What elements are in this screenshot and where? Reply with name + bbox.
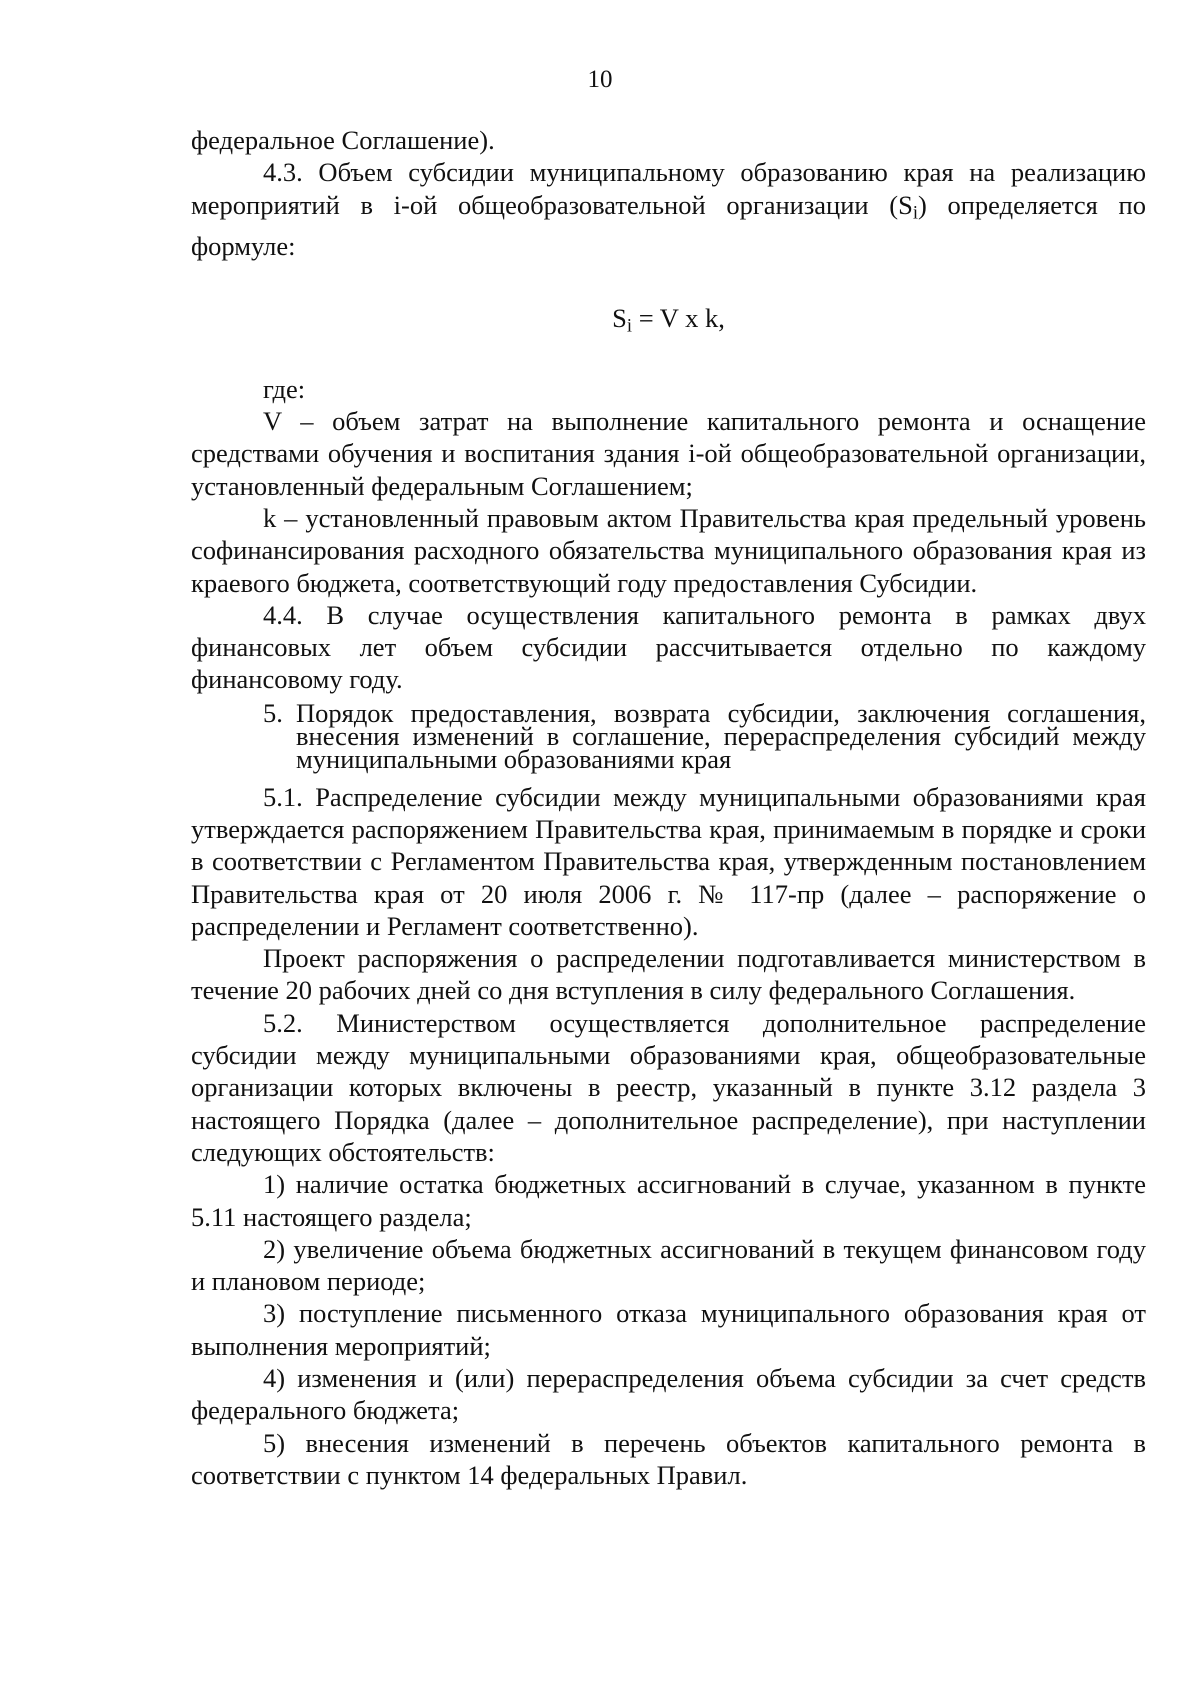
- page-number: 10: [587, 66, 613, 93]
- formula-s: S: [612, 302, 627, 333]
- definition-k: k – установленный правовым актом Правительства края предельный уровень софинансирования расходного обязательства муниципального образования края из краевого бюджета, соответствующий году предоставления Субсидии.: [191, 502, 1146, 598]
- paragraph-5-1: 5.1. Распределение субсидии между муниципальными образованиями края утверждается распоряжением Правительства края, принимаемым в порядке и сроки в соответствии с Регламентом Правительства края, утвержденным постановлением Правительства края от 20 июля 2006 г. № 117-пр (далее – распоряжение о распределении и Регламент соответственно).: [191, 781, 1146, 941]
- document-body: [191, 124, 1146, 1491]
- formula: [191, 302, 1146, 343]
- paragraph-continuation: федеральное Соглашение).: [191, 125, 495, 155]
- list-item-1: 1) наличие остатка бюджетных ассигнований в случае, указанном в пункте 5.11 настоящего раздела;: [191, 1169, 1146, 1232]
- where-label: где:: [263, 373, 306, 404]
- paragraph-4-3-text: 4.3. Объем субсидии муниципальному образованию края на реализацию мероприятий в i-ой общеобразовательной организации (S: [191, 157, 1146, 220]
- list-item-3: 3) поступление письменного отказа муниципального образования края от выполнения мероприятий;: [191, 1298, 1146, 1361]
- definition-v: V – объем затрат на выполнение капитального ремонта и оснащение средствами обучения и воспитания здания i-ой общеобразовательной организации, установленный федеральным Соглашением;: [191, 406, 1146, 501]
- list-item-2: 2) увеличение объема бюджетных ассигнований в текущем финансовом году и плановом периоде;: [191, 1233, 1146, 1297]
- section-5-number: 5.: [263, 697, 283, 728]
- list-item-5: 5) внесения изменений в перечень объектов капитального ремонта в соответствии с пунктом 14 федеральных Правил.: [191, 1427, 1146, 1490]
- formula-subscript: i: [626, 315, 633, 337]
- paragraph-4-4: 4.4. В случае осуществления капитального ремонта в рамках двух финансовых лет объем субсидии рассчитывается отдельно по каждому финансовому году.: [191, 599, 1146, 695]
- subscript-i: i: [912, 202, 918, 224]
- paragraph-5-2: 5.2. Министерством осуществляется дополнительное распределение субсидии между муниципальными образованиями края, общеобразовательные организации которых включены в реестр, указанный в пункте 3.12 раздела 3 настоящего Порядка (далее – дополнительное распределение), при наступлении следующих обстоятельств:: [191, 1007, 1146, 1167]
- paragraph-project: Проект распоряжения о распределении подготавливается министерством в течение 20 рабочих дней со дня вступления в силу федерального Соглашения.: [191, 943, 1146, 1006]
- formula-rest: = V x k,: [632, 302, 725, 333]
- list-item-4: 4) изменения и (или) перераспределения объема субсидии за счет средств федерального бюджета;: [191, 1363, 1146, 1426]
- section-5-title: Порядок предоставления, возврата субсидии, заключения соглашения, внесения изменений в соглашение, перераспределения субсидий между муниципальными образованиями края: [296, 697, 1146, 774]
- section-5-heading: [191, 697, 1146, 774]
- paragraph-4-3: [191, 156, 1146, 262]
- paragraph-4-3-end: ) определяется по формуле:: [191, 189, 1146, 261]
